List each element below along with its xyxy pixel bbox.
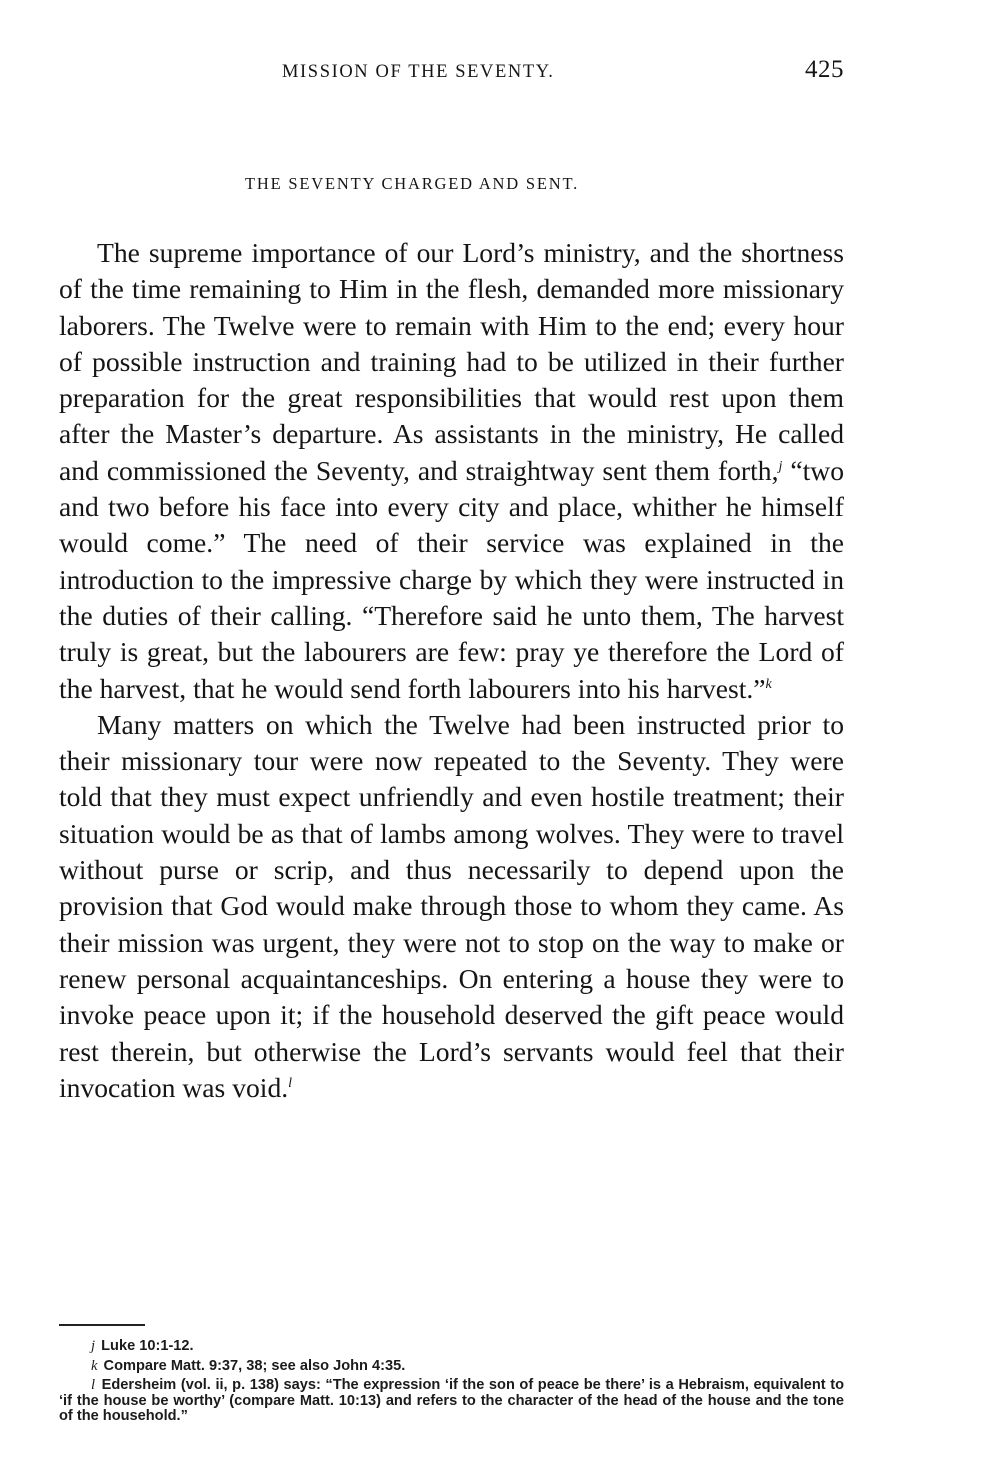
footnote-letter: j [91, 1338, 96, 1354]
footnote-ref-j: j [778, 458, 783, 474]
footnote-text: Luke 10:1-12. [101, 1338, 194, 1354]
footnote-l [59, 1378, 844, 1425]
footnote-text: Compare Matt. 9:37, 38; see also John 4:35. [103, 1357, 406, 1374]
footnote-text: Edersheim (vol. ii, p. 138) says: “The expression ‘if the son of peace be there’ is a Hebraism, equivalent to ‘if the house be worthy’ (compare Matt. 10:13) and refers to the character of the head of the house and the tone of the household.” [59, 1377, 845, 1424]
footnote-letter: k [91, 1357, 98, 1374]
footnote-ref-l: l [288, 1075, 293, 1091]
paragraph-2 [59, 707, 844, 1106]
book-page [59, 52, 845, 1424]
running-title: MISSION OF THE SEVENTY. [282, 62, 555, 82]
footnote-ref-k: k [765, 676, 772, 692]
footnote-rule [59, 1324, 145, 1326]
section-heading: THE SEVENTY CHARGED AND SENT. [245, 174, 580, 193]
footnote-j [59, 1339, 844, 1355]
footnotes [59, 1339, 844, 1429]
page-number: 425 [805, 56, 844, 83]
body-text [59, 235, 844, 1106]
footnote-k [59, 1359, 844, 1375]
paragraph-1-text-a: The supreme importance of our Lord’s ministry, and the shortness of the time remaining to Him in the flesh, demanded more missionary laborers. The Twelve were to remain with Him to the end; every hour of possible instruction and training had to be utilized in their further preparation for the great responsibilities that would rest upon them after the Master’s departure. As assistants in the ministry, He called and commissioned the Seventy, and straightway sent them forth, [59, 237, 844, 486]
paragraph-2-text-a: Many matters on which the Twelve had been instructed prior to their missionary tour were now repeated to the Seventy. They were told that they must expect unfriendly and even hostile treatment; their situation would be as that of lambs among wolves. They were to travel without purse or scrip, and thus necessarily to depend upon the provision that God would make through those to whom they came. As their mission was urgent, they were not to stop on the way to make or renew personal acquaintanceships. On entering a house they were to invoke peace upon it; if the household deserved the gift peace would rest therein, but otherwise the Lord’s servants would feel that their invocation was void. [59, 708, 844, 1103]
running-header [59, 52, 844, 92]
footnote-letter: l [91, 1377, 96, 1393]
paragraph-1-text-b: “two and two before his face into every city and place, whither he himself would come.” The need of their service was explained in the introduction to the impressive charge by which they were instructed in the duties of their calling. “Therefore said he unto them, The harvest truly is great, but the labourers are few: pray ye therefore the Lord of the harvest, that he would send forth labourers into his harvest.” [59, 454, 845, 704]
paragraph-1 [59, 235, 844, 707]
